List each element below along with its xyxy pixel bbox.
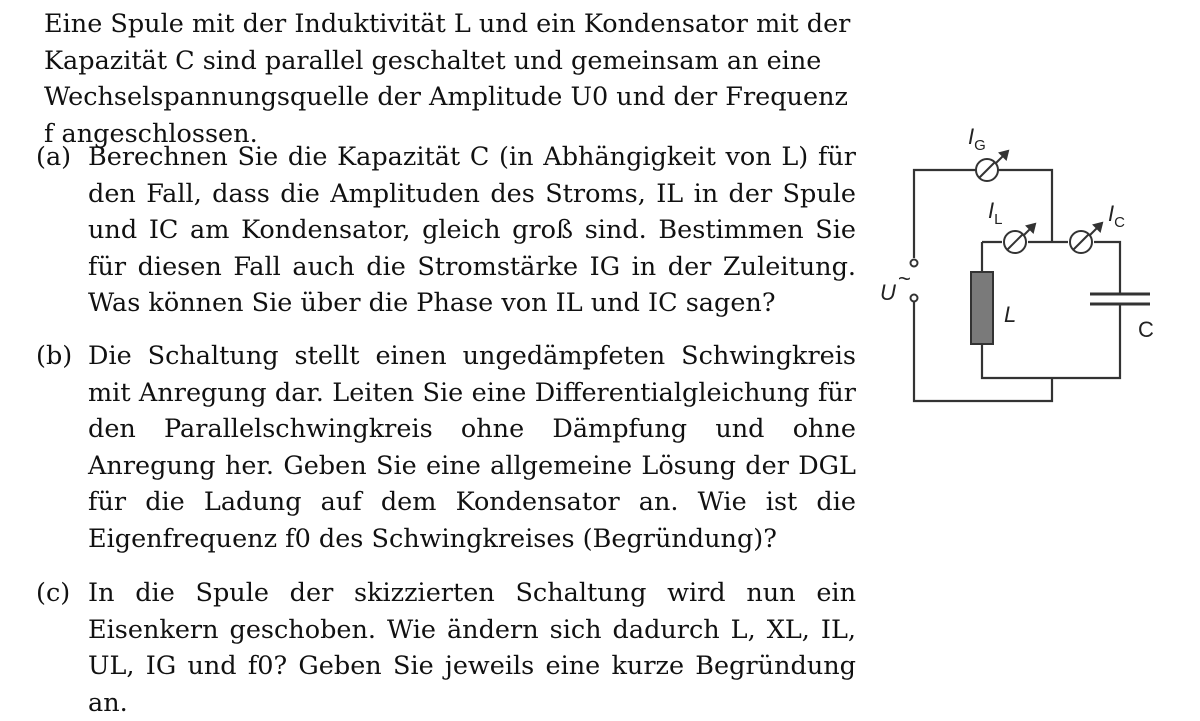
coil-label: L: [1004, 302, 1017, 327]
problem-intro: Eine Spule mit der Induktivität L und ein Kondensator mit der Kapazität C sind parallel geschaltet und gemeinsam an eine Wechselspannungsquelle der Amplitude U0 und der Frequenz f angeschlossen.: [44, 9, 851, 149]
ammeter-ic-icon: [1070, 223, 1102, 253]
capacitor-icon: [1090, 294, 1150, 304]
ic-label: $I_C$: [1108, 201, 1125, 231]
question-c-text: In die Spule der skizzierten Schaltung wird nun ein Eisenkern geschoben. Wie ändern sich dadurch L, XL, IL, UL, IG und f0? Geben Sie jeweils eine kurze Begründung an.: [88, 578, 856, 718]
question-a-label: (a): [36, 142, 72, 172]
question-c-label: (c): [36, 578, 71, 608]
circuit-diagram: [868, 118, 1178, 418]
question-b: [36, 338, 856, 558]
question-a: [36, 139, 856, 322]
circuit-wires: [914, 170, 1120, 401]
il-label: $I_L$: [988, 198, 1003, 228]
ig-label: $I_G$: [968, 124, 986, 154]
question-b-text: Die Schaltung stellt einen ungedämpfeten Schwingkreis mit Anregung dar. Leiten Sie eine Differentialgleichung für den Parallelschwingkreis ohne Dämpfung und ohne Anregung her. Geben Sie eine allgemeine Lösung der DGL für die Ladung auf dem Kondensator an. Wie ist die Eigenfrequenz f0 des Schwingkreises (Begründung)?: [88, 341, 856, 554]
coil-icon: [971, 272, 993, 344]
question-c: [36, 575, 856, 721]
question-a-text: Berechnen Sie die Kapazität C (in Abhängigkeit von L) für den Fall, dass die Amplituden des Stroms, IL in der Spule und IC am Kondensator, gleich groß sind. Bestimmen Sie für diesen Fall auch die Stromstärke IG in der Zuleitung. Was können Sie über die Phase von IL und IC sagen?: [88, 142, 856, 319]
ammeter-il-icon: [1004, 224, 1035, 253]
voltage-source-icon: [911, 260, 918, 302]
capacitor-label: C: [1138, 317, 1154, 342]
ammeter-ig-icon: [976, 151, 1008, 181]
u-label: U: [880, 280, 896, 305]
question-b-label: (b): [36, 341, 73, 371]
ac-symbol: ~: [898, 266, 911, 291]
